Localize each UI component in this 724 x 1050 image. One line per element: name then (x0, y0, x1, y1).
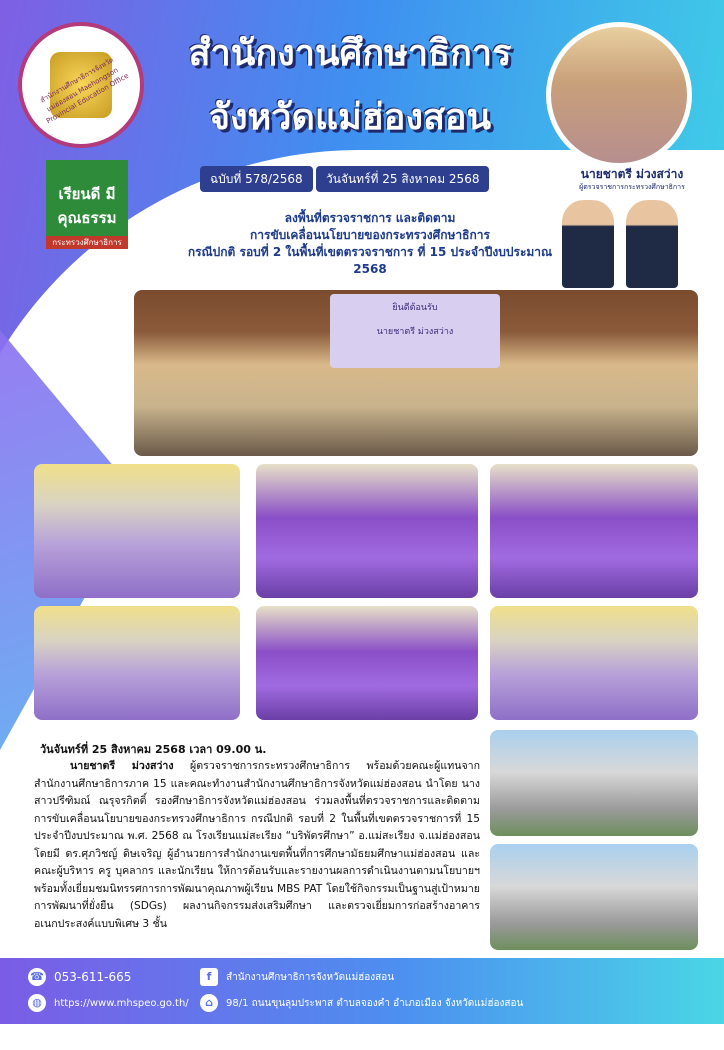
official-cutout-1 (562, 200, 614, 288)
official-cutout-2 (626, 200, 678, 288)
campaign-logo (46, 160, 128, 247)
headline-line2: การขับเคลื่อนนโยบายของกระทรวงศึกษาธิการ (250, 228, 490, 242)
group-photo (134, 290, 698, 456)
welcome-text: ยินดีต้อนรับ (392, 303, 438, 313)
footer-address-text: 98/1 ถนนขุนลุมประพาส ตำบลจองคำ อำเภอเมือง จังหวัดแม่ฮ่องสอน (226, 997, 524, 1009)
globe-icon: ◍ (28, 994, 46, 1012)
footer-website-text[interactable]: https://www.mhspeo.go.th/ (54, 997, 189, 1009)
official-name-tag (556, 166, 708, 194)
footer-website[interactable] (28, 994, 189, 1012)
official-name: นายชาตรี ม่วงสว่าง (580, 167, 684, 181)
facebook-icon: f (200, 968, 218, 986)
meeting-photo-2 (256, 464, 478, 598)
logo-text: สำนักงานศึกษาธิการจังหวัดแม่ฮ่องสอน Maehongson Provincial Education Office (38, 56, 130, 126)
footer-address (200, 994, 523, 1012)
article-lead-name: นายชาตรี ม่วงสว่าง (70, 760, 174, 772)
page-title-line2: จังหวัดแม่ฮ่องสอน (208, 97, 492, 138)
phone-icon: ☎ (28, 968, 46, 986)
exhibit-photo-2 (256, 606, 478, 720)
official-position: ผู้ตรวจราชการกระทรวงศึกษาธิการ (579, 183, 685, 191)
footer-phone-text: 053-611-665 (54, 970, 132, 984)
construction-photo-1 (490, 730, 698, 836)
campaign-logo-main: เรียนดี มีคุณธรรม (57, 185, 117, 227)
campaign-logo-sub: กระทรวงศึกษาธิการ (46, 236, 128, 249)
home-icon: ⌂ (200, 994, 218, 1012)
article-dateline: วันจันทร์ที่ 25 สิงหาคม 2568 เวลา 09.00 น. (40, 743, 267, 756)
footer-facebook[interactable] (200, 968, 394, 986)
meeting-photo-3 (490, 464, 698, 598)
exhibit-photo-1 (34, 606, 240, 720)
footer (0, 958, 724, 1024)
footer-phone (28, 968, 131, 986)
meeting-photo-1 (34, 464, 240, 598)
welcome-banner (330, 294, 500, 368)
construction-photo-2 (490, 844, 698, 950)
exhibit-photo-3 (490, 606, 698, 720)
footer-facebook-text[interactable]: สำนักงานศึกษาธิการจังหวัดแม่ฮ่องสอน (226, 971, 395, 983)
office-logo (18, 22, 144, 148)
headline-line3: กรณีปกติ รอบที่ 2 ในพื้นที่เขตตรวจราชการ ที่ 15 ประจำปีงบประมาณ 2568 (187, 245, 553, 276)
headline-line1: ลงพื้นที่ตรวจราชการ และติดตาม (284, 211, 456, 225)
headline (180, 210, 560, 278)
issue-badge: ฉบับที่ 578/2568 (200, 166, 313, 192)
welcome-name: นายชาตรี ม่วงสว่าง (376, 327, 454, 337)
article-body (34, 758, 480, 933)
article-body-text: ผู้ตรวจราชการกระทรวงศึกษาธิการ พร้อมด้วยคณะผู้แทนจากสำนักงานศึกษาธิการภาค 15 และคณะทำงานสำนักงานศึกษาธิการจังหวัดแม่ฮ่องสอน นำโดย นางสาวปรีฑิมณ์ ณรุจรกิตติ์ รองศึกษาธิการจังหวัดแม่ฮ่องสอน ร่วมลงพื้นที่ตรวจราชการและติดตามการขับเคลื่อนนโยบายของกระทรวงศึกษาธิการ กรณีปกติ รอบที่ 2 ในพื้นที่เขตตรวจราชการที่ 15 ประจำปีงบประมาณ พ.ศ. 2568 ณ โรงเรียนแม่สะเรียง “บริพัตรศึกษา” อ.แม่สะเรียง จ.แม่ฮ่องสอน โดยมี ดร.ศุภวิชญ์ ดิษเจริญ ผู้อำนวยการสำนักงานเขตพื้นที่การศึกษามัธยมศึกษาแม่ฮ่องสอน และคณะผู้บริหาร ครู บุคลากร และนักเรียน ให้การต้อนรับและรายงานผลการดำเนินงานตามนโยบายฯ พร้อมทั้งเยี่ยมชมนิทรรศการการพัฒนาคุณภาพผู้เรียน MBS PAT โดยใช้กิจกรรมเป็นฐานสู่เป้าหมายการพัฒนาที่ยั่งยืน (SDGs) ผลงานกิจกรรมส่งเสริมศึกษา และตรวจเยี่ยมการก่อสร้างอาคารอเนกประสงค์แบบพิเศษ 3 ชั้น (34, 760, 481, 930)
date-badge: วันจันทร์ที่ 25 สิงหาคม 2568 (316, 166, 489, 192)
page-title-line1: สำนักงานศึกษาธิการ (188, 33, 512, 74)
official-portrait (546, 22, 692, 168)
